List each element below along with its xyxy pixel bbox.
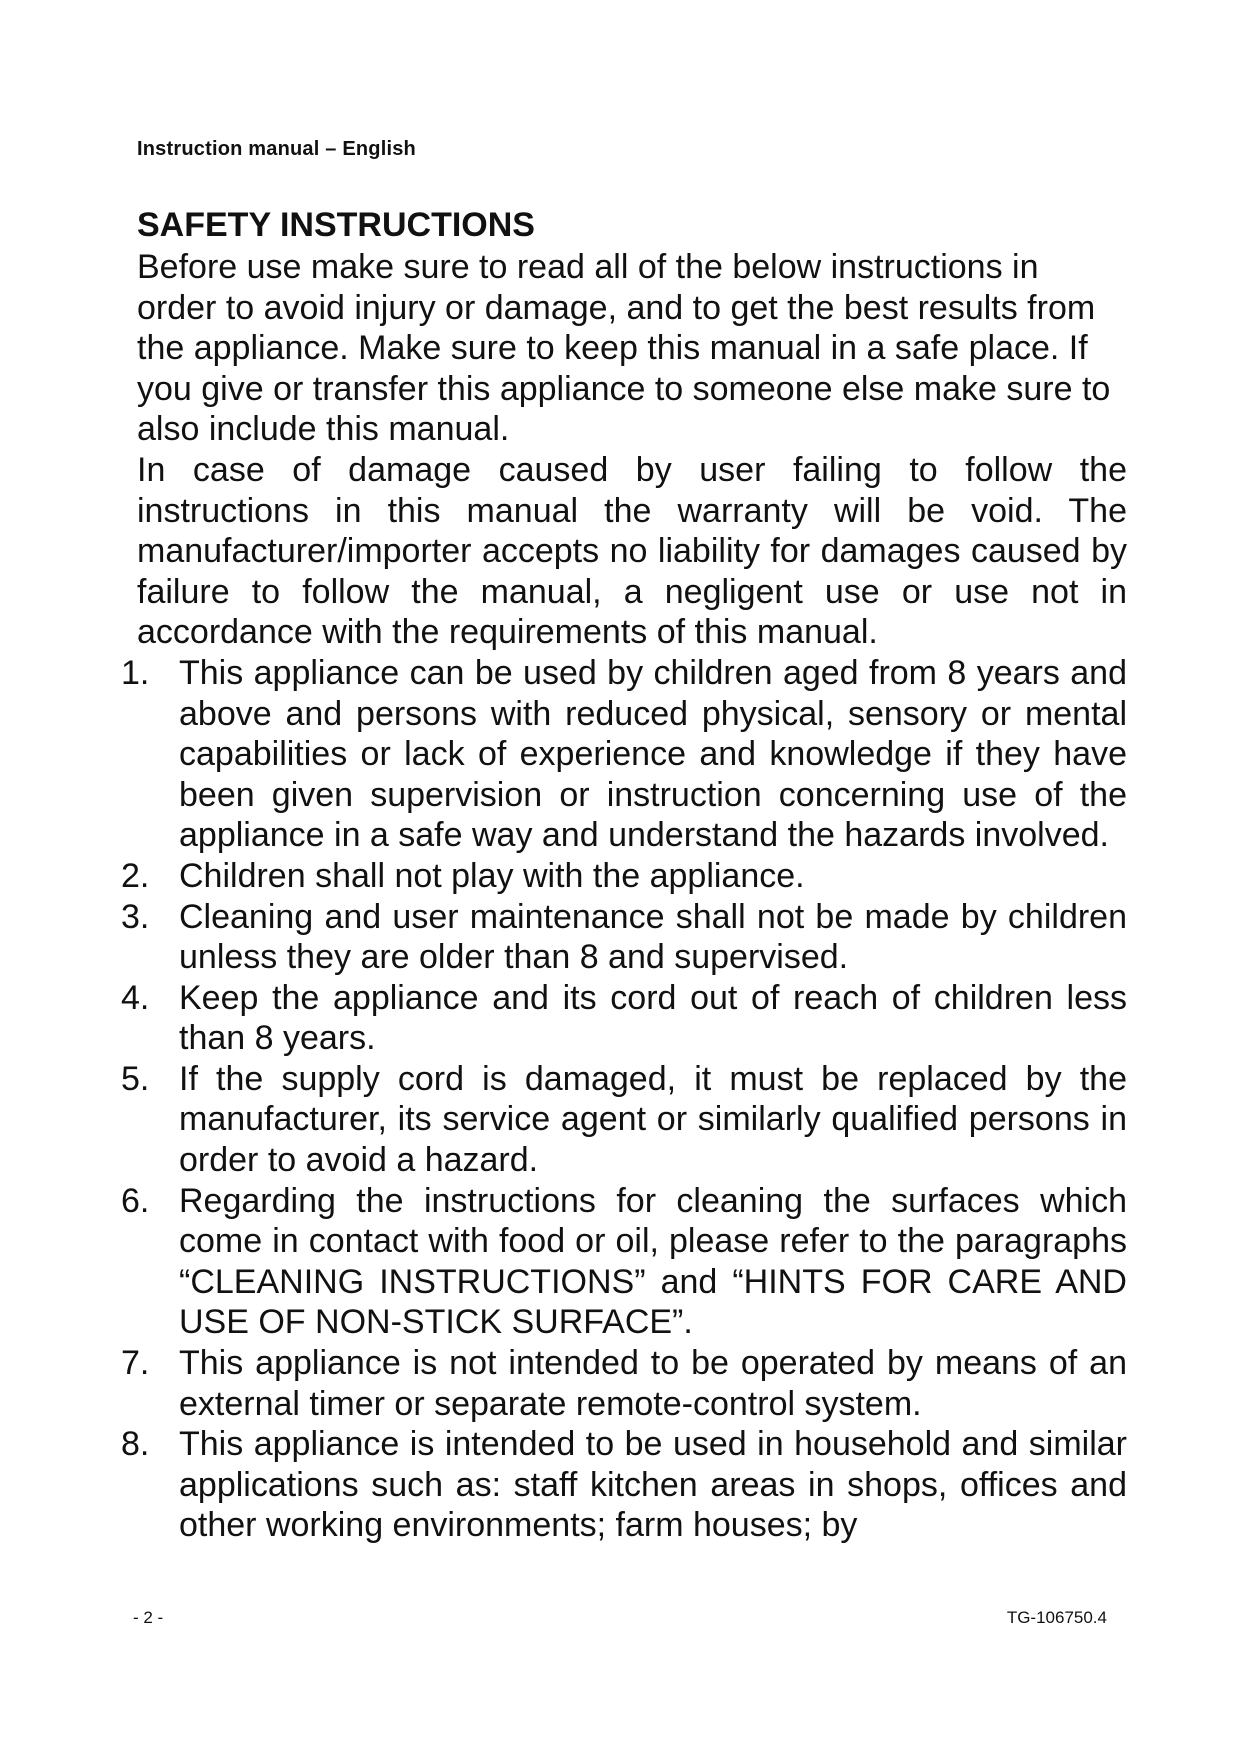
item-text: Children shall not play with the appliance. (179, 856, 805, 895)
item-text: Keep the appliance and its cord out of reach of children less than 8 years. (179, 978, 1127, 1058)
item-text: This appliance can be used by children aged from 8 years and above and persons with reduced physical, sensory or mental capabilities or lack of experience and knowledge if they have been given supervision or instruction concerning use of the appliance in a safe way and understand the hazards involved. (179, 653, 1127, 855)
list-item (121, 897, 1127, 978)
item-number: 3. (121, 897, 150, 936)
item-number: 7. (121, 1344, 150, 1383)
safety-list (121, 653, 1127, 1546)
item-number: 8. (121, 1425, 150, 1464)
section-title: SAFETY INSTRUCTIONS (137, 206, 535, 244)
item-number: 4. (121, 978, 150, 1017)
intro-paragraph: Before use make sure to read all of the below instructions in order to avoid injury or damage, and to get the best results from the appliance. Make sure to keep this manual in a safe place. If you give or transfer this appliance to someone else make sure to also include this manual. (137, 248, 1111, 449)
list-item (121, 1343, 1127, 1424)
list-item (121, 653, 1127, 856)
item-number: 6. (121, 1181, 150, 1220)
list-item (121, 1424, 1127, 1546)
warranty-paragraph: In case of damage caused by user failing to follow the instructions in this manual the warranty will be void. The manufacturer/importer accepts no liability for damages caused by failure to follow the manual, a negligent use or use not in accordance with the requirements of this manual. (137, 450, 1127, 652)
item-text: Regarding the instructions for cleaning the surfaces which come in contact with food or oil, please refer to the paragraphs “CLEANING INSTRUCTIONS” and “HINTS FOR CARE AND USE OF NON-STICK SURFACE”. (179, 1181, 1127, 1342)
list-item (121, 1181, 1127, 1343)
list-item (121, 856, 1127, 897)
item-number: 2. (121, 856, 150, 895)
item-text: This appliance is intended to be used in household and similar applications such as: staff kitchen areas in shops, offices and other working environments; farm houses; by (179, 1425, 1127, 1545)
item-text: Cleaning and user maintenance shall not be made by children unless they are older than 8 and supervised. (179, 897, 1127, 977)
item-number: 1. (121, 653, 150, 692)
item-number: 5. (121, 1059, 150, 1098)
page-header: Instruction manual – English (137, 138, 416, 160)
document-code: TG-106750.4 (1006, 1608, 1107, 1627)
item-text: This appliance is not intended to be operated by means of an external timer or separate remote-control system. (179, 1344, 1127, 1423)
item-text: If the supply cord is damaged, it must be replaced by the manufacturer, its service agent or similarly qualified persons in order to avoid a hazard. (179, 1059, 1127, 1180)
page-number: - 2 - (133, 1608, 164, 1627)
list-item (121, 1059, 1127, 1181)
safety-section (121, 203, 1127, 1546)
list-item (121, 978, 1127, 1059)
